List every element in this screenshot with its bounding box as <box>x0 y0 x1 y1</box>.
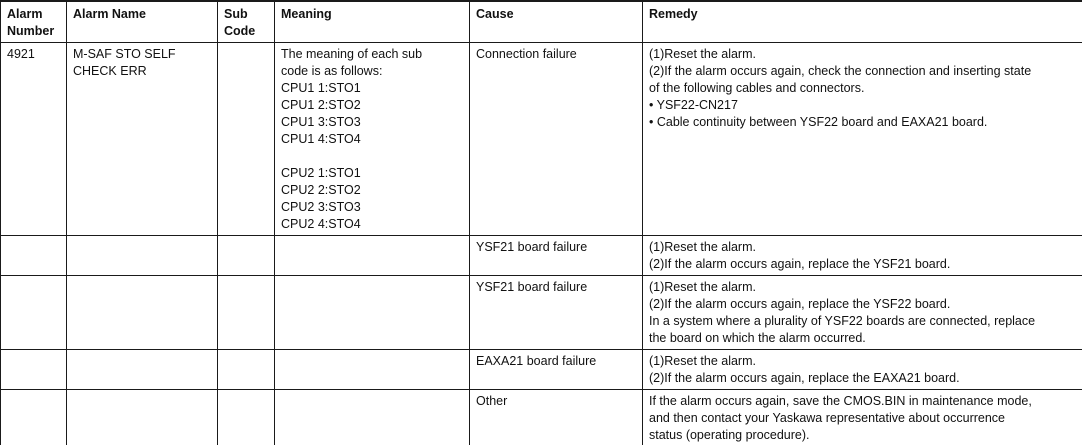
remedy-cell: (1)Reset the alarm. (2)If the alarm occurs again, replace the YSF22 board. In a system where a plurality of YSF22 boards are connected, replace the board on which the alarm occurred. <box>643 276 1082 350</box>
cause-cell: Connection failure <box>470 43 643 236</box>
remedy-cell: (1)Reset the alarm. (2)If the alarm occurs again, replace the YSF21 board. <box>643 236 1082 276</box>
remedy-cell: If the alarm occurs again, save the CMOS.BIN in maintenance mode, and then contact your Yaskawa representative about occurrence status (operating procedure). <box>643 390 1082 445</box>
remedy-cell: (1)Reset the alarm. (2)If the alarm occurs again, check the connection and inserting state of the following cables and connectors. • YSF22-CN217 • Cable continuity between YSF22 board and EAXA21 board. <box>643 43 1082 236</box>
remedy-cell: (1)Reset the alarm. (2)If the alarm occurs again, replace the EAXA21 board. <box>643 350 1082 390</box>
header-row <box>1 1 1082 43</box>
table-row <box>1 276 1082 350</box>
header-meaning: Meaning <box>275 1 470 43</box>
cause-cell: EAXA21 board failure <box>470 350 643 390</box>
alarm-number-cell: 4921 <box>1 43 67 236</box>
alarm-name-cell: M-SAF STO SELF CHECK ERR <box>67 43 218 236</box>
header-alarm-name: Alarm Name <box>67 1 218 43</box>
table-row <box>1 390 1082 445</box>
sub-code-cell <box>218 43 275 236</box>
cause-cell: Other <box>470 390 643 445</box>
header-remedy: Remedy <box>643 1 1082 43</box>
cause-cell: YSF21 board failure <box>470 236 643 276</box>
header-sub-code: Sub Code <box>218 1 275 43</box>
cause-cell: YSF21 board failure <box>470 276 643 350</box>
header-cause: Cause <box>470 1 643 43</box>
meaning-cell: The meaning of each sub code is as follows: CPU1 1:STO1 CPU1 2:STO2 CPU1 3:STO3 CPU1 4:STO4 CPU2 1:STO1 CPU2 2:STO2 CPU2 3:STO3 CPU2 4:STO4 <box>275 43 470 236</box>
table-row <box>1 236 1082 276</box>
header-alarm-number: Alarm Number <box>1 1 67 43</box>
table-row <box>1 43 1082 236</box>
table-row <box>1 350 1082 390</box>
